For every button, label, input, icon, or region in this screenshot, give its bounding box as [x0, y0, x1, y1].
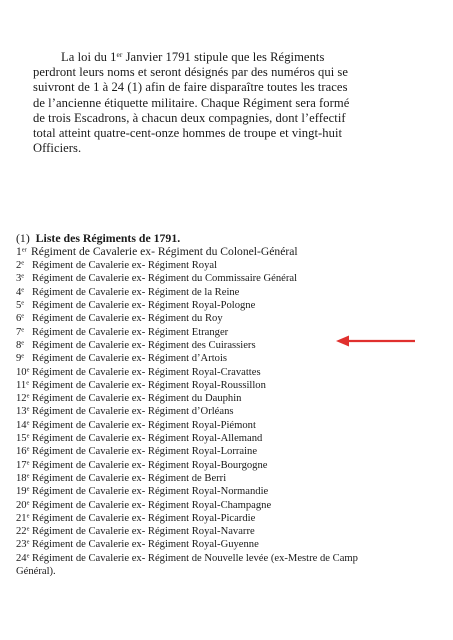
regiment-number: 2e — [16, 259, 25, 272]
regiment-name: Régiment de Cavalerie ex- Régiment Royal-Picardie — [32, 512, 256, 524]
regiment-name: Régiment de Cavalerie ex- Régiment Royal-Allemand — [32, 433, 263, 445]
regiment-list — [16, 231, 446, 578]
regiment-name: Régiment de Cavalerie ex- Régiment du Dauphin — [32, 393, 242, 405]
regiment-row — [16, 312, 446, 325]
regiment-name: Régiment de Cavalerie ex- Régiment de Nouvelle levée (ex-Mestre de Camp — [32, 552, 358, 564]
regiment-row — [16, 485, 446, 498]
regiment-name: Régiment de Cavalerie ex- Régiment Royal — [32, 260, 218, 272]
regiment-number: 1er — [16, 245, 27, 258]
regiment-number: 13e — [16, 405, 30, 418]
regiment-number: 7e — [16, 326, 25, 338]
regiment-name: Régiment de Cavalerie ex- Régiment de la Reine — [32, 286, 240, 298]
regiment-number: 12e — [16, 392, 30, 405]
regiment-name: Régiment de Cavalerie ex- Régiment Royal-Piémont — [32, 419, 256, 431]
regiment-name: Régiment de Cavalerie ex- Régiment de Berri — [32, 472, 227, 484]
regiment-row — [16, 552, 446, 565]
regiment-name: Régiment de Cavalerie ex- Régiment Royal-Champagne — [32, 499, 272, 511]
regiment-number: 10e — [16, 366, 30, 378]
regiment-row — [16, 352, 446, 365]
regiment-name: Régiment de Cavalerie ex- Régiment des Cuirassiers — [32, 339, 256, 351]
regiment-row — [16, 525, 446, 538]
regiment-number: 20e — [16, 499, 30, 511]
regiment-row — [16, 379, 446, 392]
regiment-name: Régiment de Cavalerie ex- Régiment Royal-Bourgogne — [32, 459, 268, 471]
regiment-number: 4e — [16, 286, 25, 298]
regiment-name: Régiment de Cavalerie ex- Régiment Royal-Lorraine — [32, 446, 258, 458]
regiment-number: 17e — [16, 459, 30, 471]
regiment-row — [16, 259, 446, 272]
regiment-number: 3e — [16, 272, 25, 285]
regiment-row — [16, 499, 446, 512]
regiment-row — [16, 512, 446, 525]
regiment-name: Régiment de Cavalerie ex- Régiment du Commissaire Général — [32, 273, 298, 285]
regiment-number: 22e — [16, 525, 30, 538]
regiment-number: 24e — [16, 552, 30, 564]
intro-line-4: de l’ancienne étiquette militaire. Chaque Régiment sera formé — [33, 95, 350, 110]
regiment-name: Régiment de Cavalerie ex- Régiment d’Orléans — [32, 406, 234, 418]
regiment-row — [16, 445, 446, 458]
list-continuation: Général). — [16, 566, 56, 578]
regiment-row — [16, 245, 446, 259]
regiment-number: 6e — [16, 312, 25, 325]
intro-line-2: perdront leurs noms et seront désignés par des numéros qui se — [33, 65, 349, 80]
regiment-row — [16, 419, 446, 432]
regiment-number: 19e — [16, 485, 30, 498]
regiment-number: 14e — [16, 419, 30, 431]
regiment-number: 9e — [16, 352, 25, 365]
regiment-row — [16, 538, 446, 551]
intro-line-6: total atteint quatre-cent-onze hommes de troupe et vingt-huit — [33, 126, 343, 141]
regiment-row — [16, 459, 446, 472]
regiment-number: 21e — [16, 512, 30, 524]
regiment-row — [16, 405, 446, 418]
regiment-name: Régiment de Cavalerie ex- Régiment Royal-Navarre — [32, 526, 255, 538]
regiment-name: Régiment de Cavalerie ex- Régiment Royal-Normandie — [32, 486, 269, 498]
regiment-row — [16, 272, 446, 285]
intro-line-7: Officiers. — [33, 141, 82, 156]
intro-line-3: suivront de 1 à 24 (1) afin de faire disparaître toutes les traces — [33, 80, 348, 95]
regiment-number: 11e — [16, 379, 30, 391]
regiment-name: Régiment de Cavalerie ex- Régiment Etranger — [32, 326, 229, 338]
regiment-row — [16, 286, 446, 299]
regiment-number: 16e — [16, 445, 30, 458]
intro-line-5: de trois Escadrons, à chacun deux compagnies, dont l’effectif — [33, 110, 346, 125]
regiment-row — [16, 366, 446, 379]
regiment-row — [16, 299, 446, 312]
regiment-number: 5e — [16, 299, 25, 312]
regiment-name: Régiment de Cavalerie ex- Régiment d’Artois — [32, 353, 228, 365]
intro-paragraph — [33, 50, 429, 156]
regiment-number: 18e — [16, 472, 30, 484]
regiment-name: Régiment de Cavalerie ex- Régiment Royal-Roussillon — [32, 379, 266, 391]
regiment-number: 23e — [16, 538, 30, 551]
regiment-name: Régiment de Cavalerie ex- Régiment Royal-Guyenne — [32, 539, 259, 551]
regiment-name: Régiment de Cavalerie ex- Régiment Royal-Pologne — [32, 300, 256, 312]
regiment-rows — [16, 245, 446, 565]
regiment-row — [16, 432, 446, 445]
list-title: (1) Liste des Régiments de 1791. — [16, 231, 181, 245]
regiment-row — [16, 392, 446, 405]
regiment-name: Régiment de Cavalerie ex- Régiment Royal-Cravattes — [32, 366, 261, 378]
arrow-head — [336, 336, 349, 347]
regiment-row — [16, 472, 446, 485]
regiment-number: 15e — [16, 432, 30, 445]
intro-line-1: La loi du 1er Janvier 1791 stipule que les Régiments — [61, 50, 325, 64]
regiment-name: Régiment de Cavalerie ex- Régiment du Colonel-Général — [31, 245, 298, 258]
regiment-number: 8e — [16, 339, 25, 351]
red-arrow-left-icon — [336, 335, 416, 347]
regiment-name: Régiment de Cavalerie ex- Régiment du Roy — [32, 313, 223, 325]
